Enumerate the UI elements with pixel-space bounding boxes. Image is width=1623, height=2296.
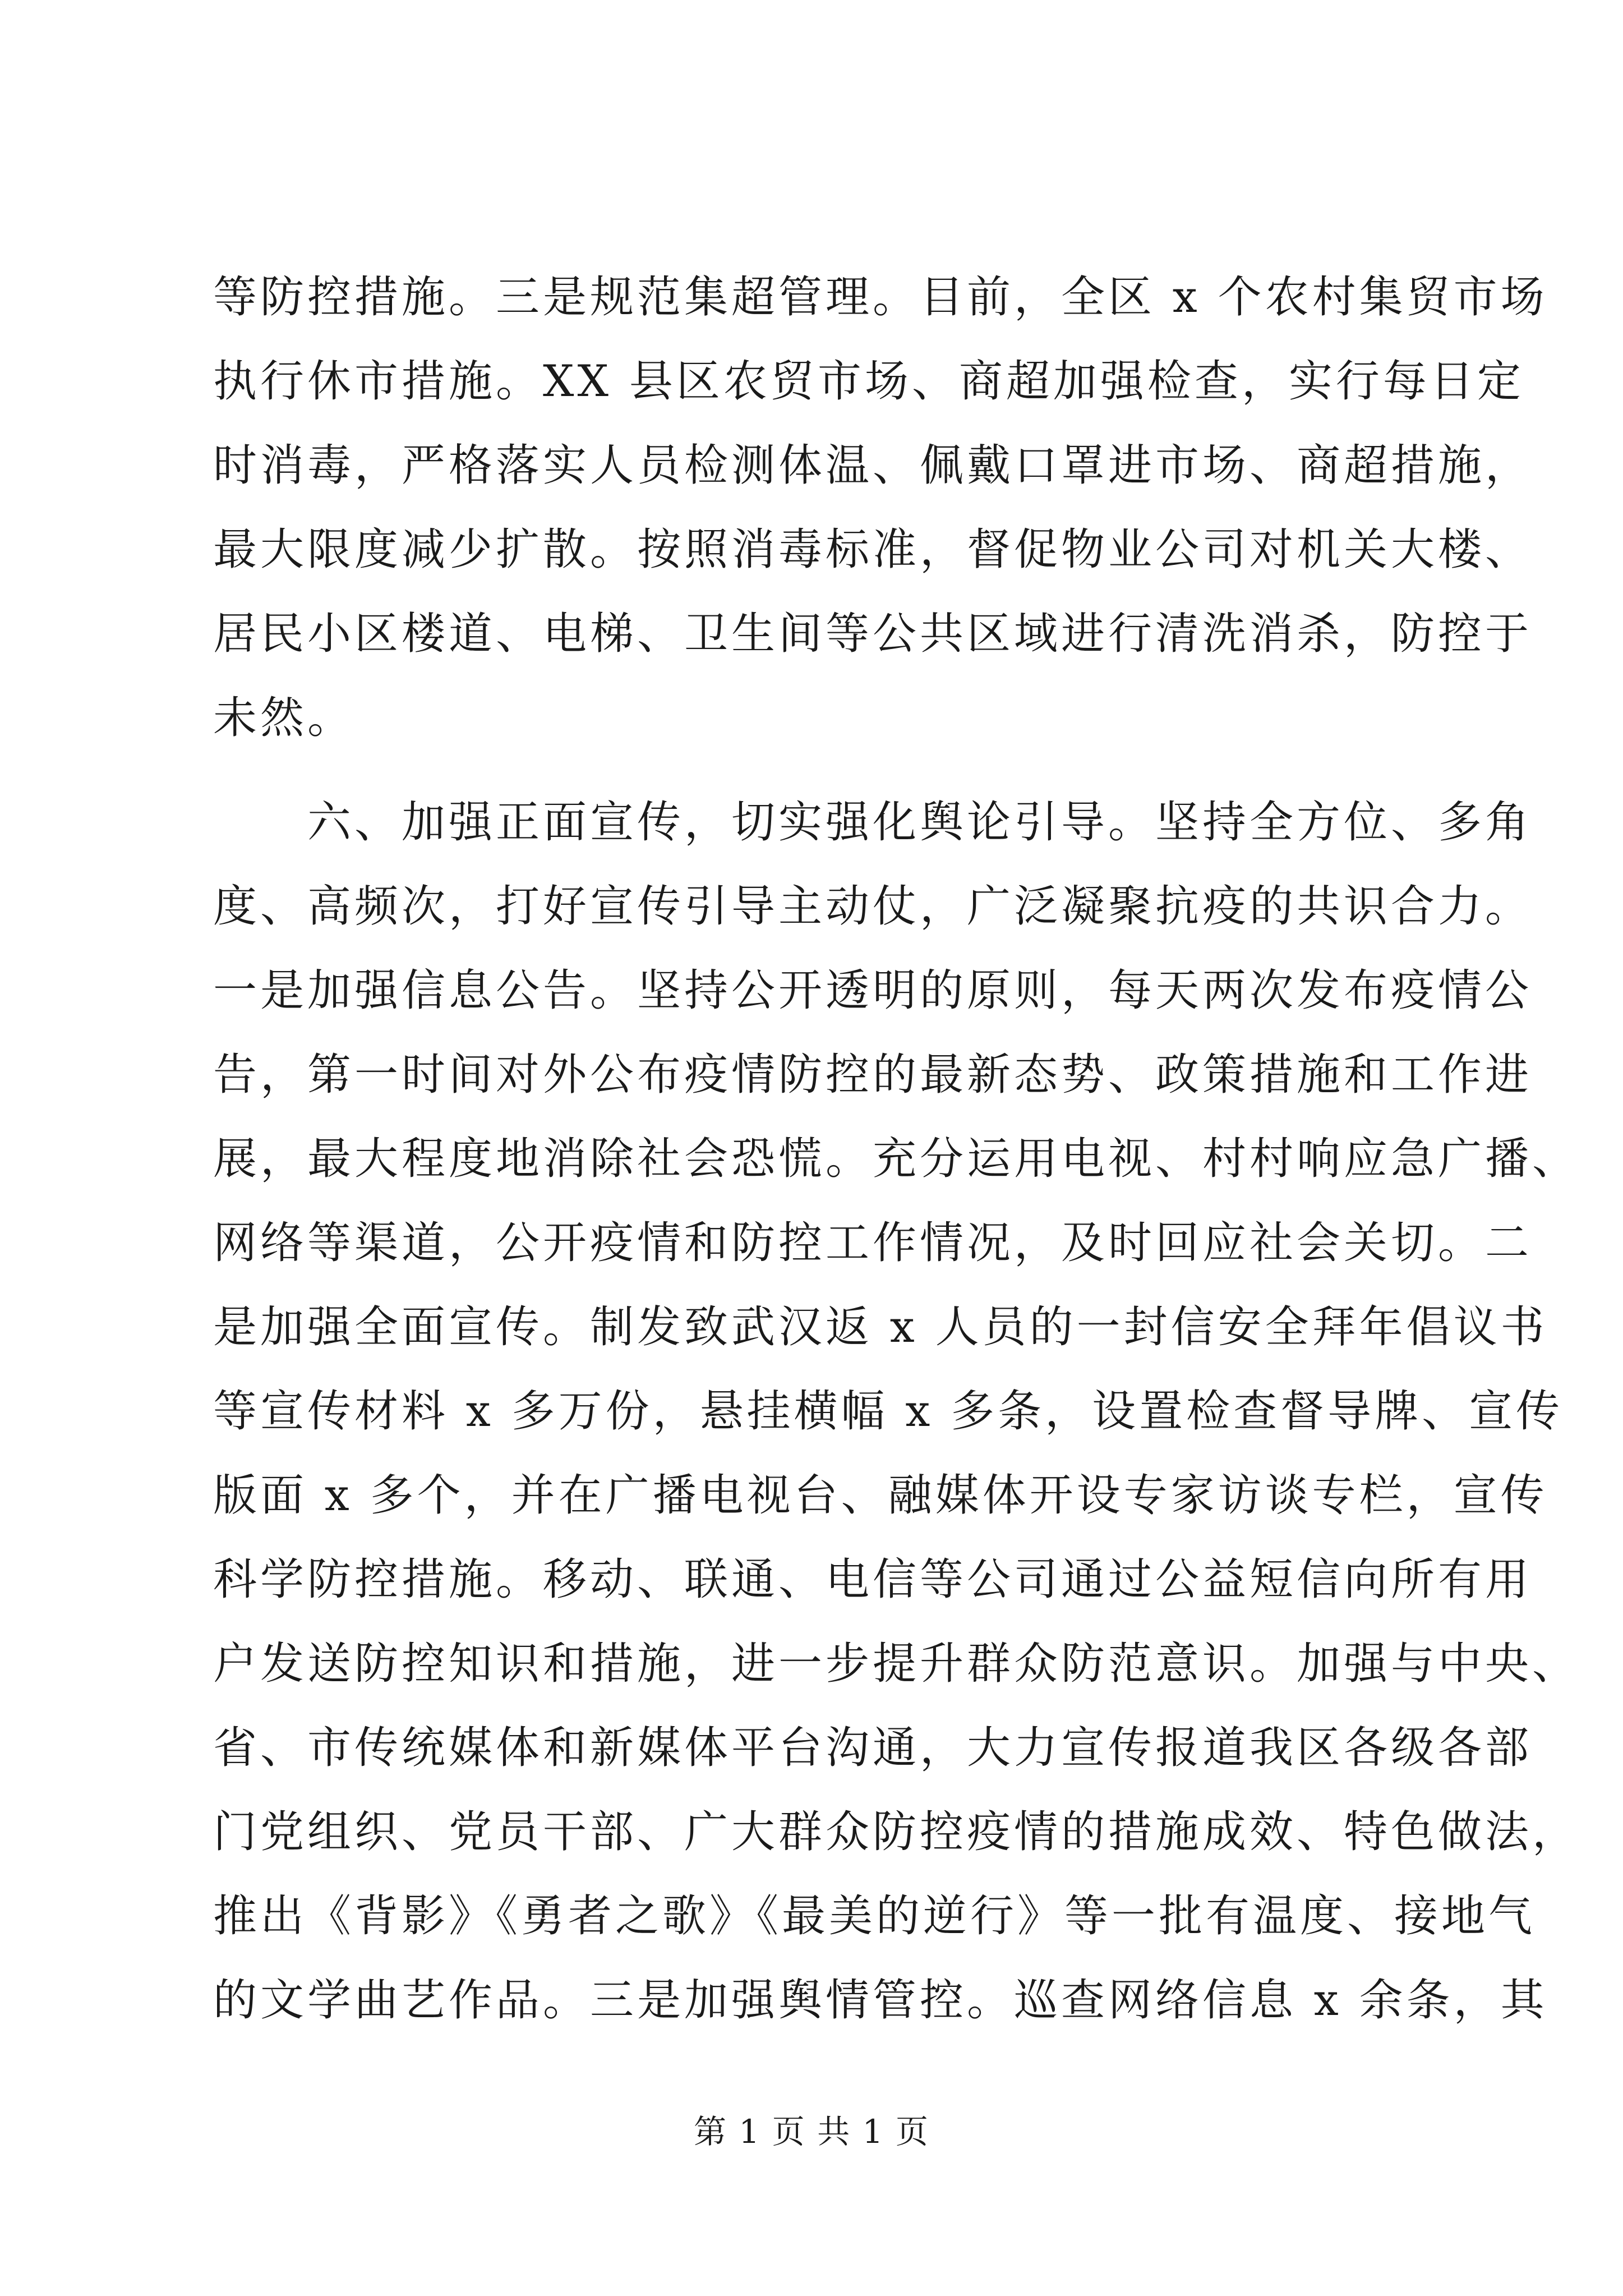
text-line: 的文学曲艺作品。三是加强舆情管控。巡查网络信息 x 余条，其 [213,1975,1548,2026]
text-line: 门党组织、党员干部、广大群众防控疫情的措施成效、特色做法， [213,1807,1580,1857]
text-line: 执行休市措施。XX 县区农贸市场、商超加强检查，实行每日定 [213,356,1524,407]
text-line: 告，第一时间对外公布疫情防控的最新态势、政策措施和工作进 [213,1050,1533,1100]
text-line: 未然。 [213,693,355,743]
paragraph-gap [213,760,1419,780]
document-body [213,255,1580,2042]
text-line: 时消毒，严格落实人员检测体温、佩戴口罩进市场、商超措施， [213,440,1533,491]
text-line: 六、加强正面宣传，切实强化舆论引导。坚持全方位、多角 [213,797,1533,848]
text-line: 最大限度减少扩散。按照消毒标准，督促物业公司对机关大楼、 [213,524,1533,575]
text-line: 是加强全面宣传。制发致武汉返 x 人员的一封信安全拜年倡议书 [213,1302,1548,1352]
text-line: 科学防控措施。移动、联通、电信等公司通过公益短信向所有用 [213,1554,1533,1605]
text-line: 版面 x 多个，并在广播电视台、融媒体开设专家访谈专栏，宣传 [213,1470,1548,1521]
text-line: 居民小区楼道、电梯、卫生间等公共区域进行清洗消杀，防控于 [213,609,1533,659]
text-line: 一是加强信息公告。坚持公开透明的原则，每天两次发布疫情公 [213,965,1533,1016]
text-line: 度、高频次，打好宣传引导主动仗，广泛凝聚抗疫的共识合力。 [213,881,1533,932]
text-line: 等防控措施。三是规范集超管理。目前，全区 x 个农村集贸市场 [213,272,1548,323]
text-line: 户发送防控知识和措施，进一步提升群众防范意识。加强与中央、 [213,1639,1580,1689]
text-line: 推出《背影》《勇者之歌》《最美的逆行》等一批有温度、接地气 [213,1891,1536,1941]
text-line: 展，最大程度地消除社会恐慌。充分运用电视、村村响应急广播、 [213,1134,1580,1184]
page-footer: 第 1 页 共 1 页 [694,2113,929,2151]
text-line: 省、市传统媒体和新媒体平台沟通，大力宣传报道我区各级各部 [213,1723,1533,1773]
text-line: 网络等渠道，公开疫情和防控工作情况，及时回应社会关切。二 [213,1218,1533,1268]
text-line: 等宣传材料 x 多万份，悬挂横幅 x 多条，设置检查督导牌、宣传 [213,1386,1564,1437]
